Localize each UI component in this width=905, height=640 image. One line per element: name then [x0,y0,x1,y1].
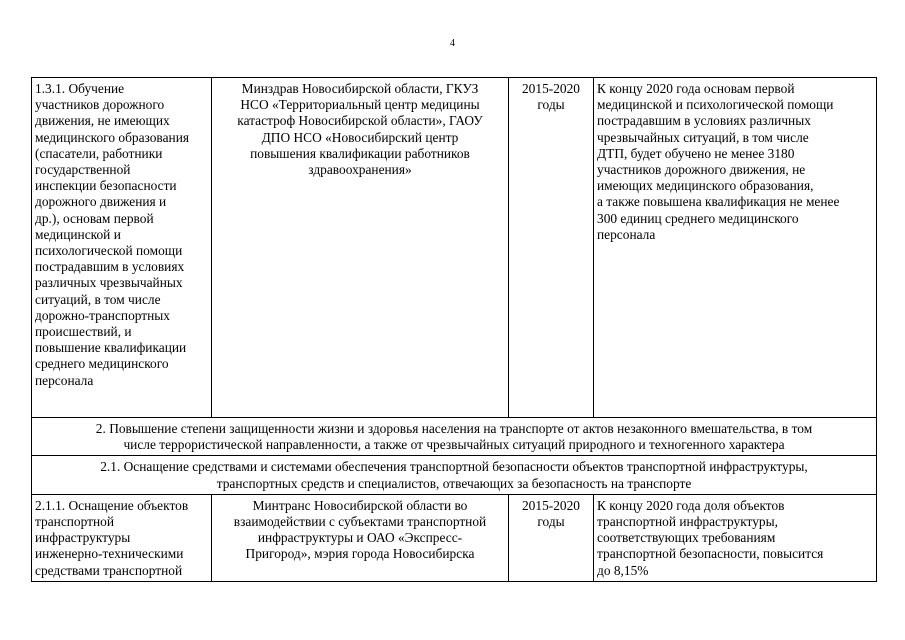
text-line: ДТП, будет обучено не менее 3180 [597,145,795,161]
text-line: различных чрезвычайных [35,275,183,291]
text-line: медицинского образования [35,129,190,145]
text-line: психологической помощи [35,243,183,259]
section-row-2 [32,418,877,456]
period-cell [509,494,594,581]
section-heading-2 [32,418,877,456]
text-line: НСО «Территориальный центр медицины [240,97,480,113]
text-line: К концу 2020 года основам первой [597,81,795,96]
text-line: транспортной безопасности, повысится [597,546,824,562]
text-line: участников дорожного [35,97,165,113]
table-row-1-3-1 [32,78,877,418]
section-heading-2-1 [32,456,877,494]
text-line: соответствующих требованиям [597,530,776,546]
text-line: транспортной [35,514,115,530]
text-line: пострадавшим в условиях различных [597,113,811,129]
text-line: персонала [35,372,94,388]
text-line: Минздрав Новосибирской области, ГКУЗ [241,81,479,96]
text-line: 2. Повышение степени защищенности жизни и здоровья населения на транспорте от актов незаконного вмешательства, в том [95,421,813,436]
text-line: государственной [35,162,131,178]
text-line: (спасатели, работники [35,145,163,161]
text-line: персонала [597,226,656,242]
measure-name-cell [32,78,212,418]
text-line: инженерно-техническими [35,546,184,562]
text-line: взаимодействии с субъектами транспортной [233,514,487,530]
text-line: медицинской и психологической помощи [597,97,834,113]
expected-result-cell [594,494,877,581]
text-line: 2015-2020 [521,81,581,96]
text-line: 2015-2020 [521,497,581,513]
table-row-2-1-1 [32,494,877,581]
page-number: 4 [450,38,455,49]
text-line: Минтранс Новосибирской области во [252,497,468,513]
text-line: др.), основам первой [35,210,154,226]
text-line: ситуаций, в том числе [35,291,161,307]
text-line: транспортной инфраструктуры, [597,514,778,530]
text-line: 300 единиц среднего медицинского [597,210,799,226]
executors-cell [212,78,509,418]
expected-result-cell [594,78,877,418]
text-line: повышения квалификации работников [250,145,470,161]
text-line: происшествий, и [35,324,132,340]
text-line: 2.1.1. Оснащение объектов [35,497,189,513]
text-line: 1.3.1. Обучение [35,81,125,96]
text-line: средствами транспортной [35,562,183,578]
text-line: среднего медицинского [35,356,169,372]
text-line: катастроф Новосибирской области», ГАОУ [237,113,483,129]
executors-cell [212,494,509,581]
text-line: дорожно-транспортных [35,307,170,323]
text-line: инфраструктуры [35,530,131,546]
text-line: здравоохранения» [308,162,412,178]
text-line: пострадавшим в условиях [35,259,185,275]
text-line: годы [537,97,565,113]
text-line: годы [537,514,565,530]
text-line: Пригород», мэрия города Новосибирска [245,546,475,562]
text-line: медицинской и [35,226,121,242]
text-line: 2.1. Оснащение средствами и системами обеспечения транспортной безопасности объектов транспортной инфраструктуры, [100,459,808,475]
measures-table [31,77,877,582]
text-line: К концу 2020 года доля объектов [597,497,785,513]
text-line: а также повышена квалификация не менее [597,194,840,210]
text-line: чрезвычайных ситуаций, в том числе [597,129,809,145]
text-line: ДПО НСО «Новосибирский центр [261,129,459,145]
text-line: движения, не имеющих [35,113,170,129]
text-line: транспортных средств и специалистов, отвечающих за безопасность на транспорте [216,475,692,491]
text-line: до 8,15% [597,562,649,578]
text-line: повышение квалификации [35,340,187,356]
text-line: имеющих медицинского образования, [597,178,814,194]
text-line: инфраструктуры и ОАО «Экспресс- [257,530,463,546]
measure-name-cell [32,494,212,581]
text-line: числе террористической направленности, а также от чрезвычайных ситуаций природного и техногенного характера [123,437,785,453]
period-cell [509,78,594,418]
text-line: участников дорожного движения, не [597,162,806,178]
text-line: инспекции безопасности [35,178,177,194]
text-line: дорожного движения и [35,194,167,210]
section-row-2-1 [32,456,877,494]
